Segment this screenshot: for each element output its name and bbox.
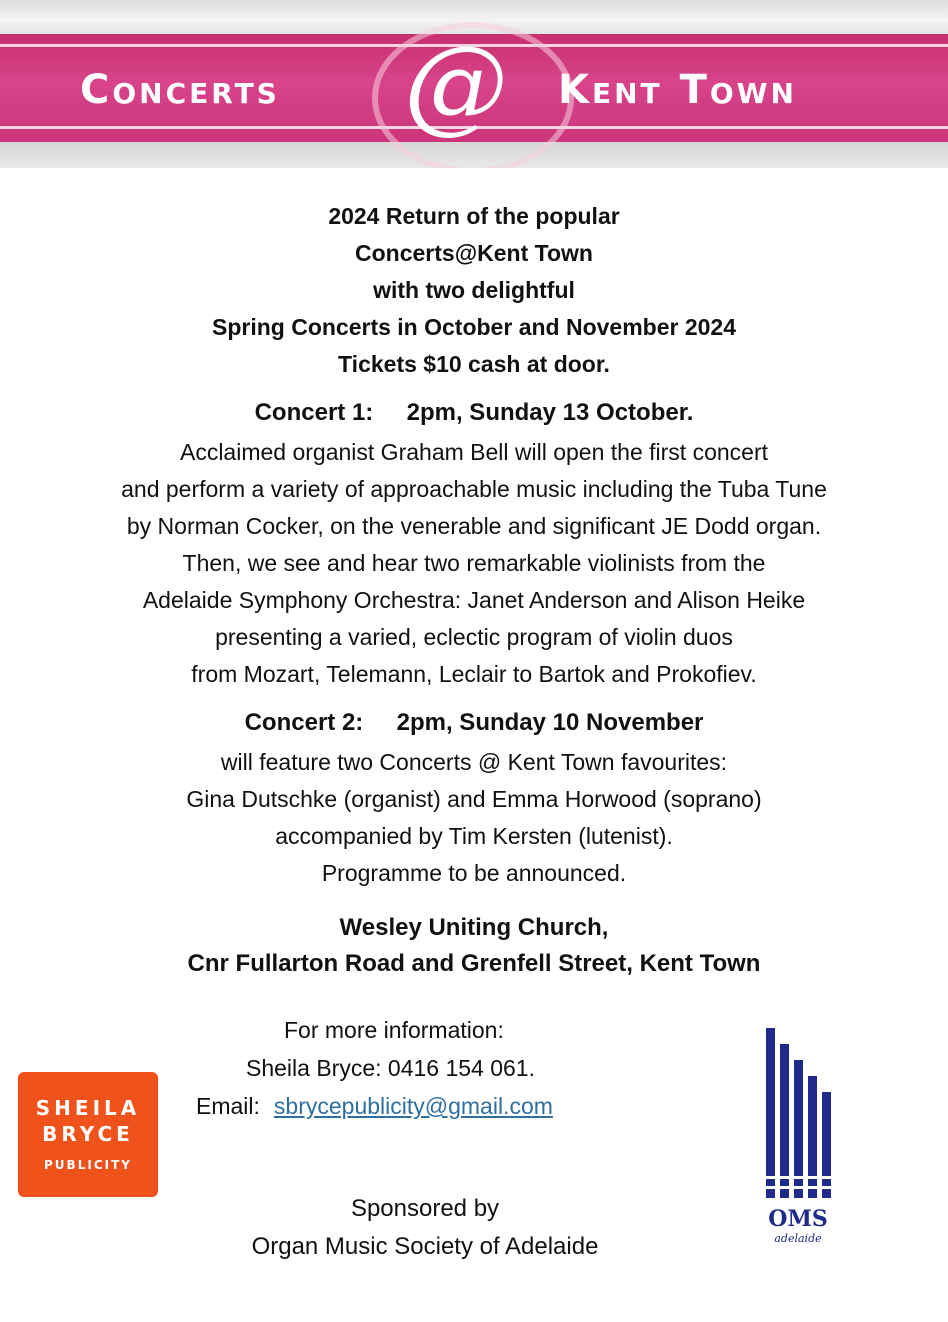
sponsor-name: Organ Music Society of Adelaide <box>251 1233 599 1260</box>
banner-title-left: Concerts <box>80 67 280 113</box>
concert1-heading: Concert 1: 2pm, Sunday 13 October. <box>254 399 694 426</box>
banner-title-right: Kent Town <box>558 67 797 113</box>
concert2-description <box>0 744 948 892</box>
concert2-heading: Concert 2: 2pm, Sunday 10 November <box>244 709 704 736</box>
intro-line: 2024 Return of the popular <box>328 203 620 229</box>
banner-at-symbol: @ <box>404 23 508 145</box>
email-label: Email: <box>196 1093 260 1119</box>
concert2-line: Gina Dutschke (organist) and Emma Horwood (soprano) <box>186 786 762 812</box>
intro-line: Spring Concerts in October and November 2024 <box>211 314 737 340</box>
oms-logo <box>762 1026 834 1248</box>
sheila-bryce-logo <box>18 1072 158 1197</box>
concert1-line: by Norman Cocker, on the venerable and significant JE Dodd organ. <box>126 513 822 539</box>
logo-word: BRYCE <box>42 1122 134 1146</box>
concert1-line: and perform a variety of approachable music including the Tuba Tune <box>121 476 827 502</box>
oms-logo-text: OMS <box>768 1206 828 1232</box>
logo-word: SHEILA <box>35 1096 141 1120</box>
concert2-line: will feature two Concerts @ Kent Town favourites: <box>220 749 728 775</box>
concert2-line: accompanied by Tim Kersten (lutenist). <box>275 823 673 849</box>
intro-block <box>0 198 948 383</box>
concert1-line: Adelaide Symphony Orchestra: Janet Anderson and Alison Heike <box>142 587 806 613</box>
concert1-line: Acclaimed organist Graham Bell will open the first concert <box>179 439 769 465</box>
header-banner <box>0 0 948 168</box>
email-link[interactable]: sbrycepublicity@gmail.com <box>273 1093 553 1119</box>
organ-pipes-icon <box>766 1028 831 1198</box>
concert1-line: Then, we see and hear two remarkable violinists from the <box>182 550 766 576</box>
venue-address: Cnr Fullarton Road and Grenfell Street, Kent Town <box>187 950 761 977</box>
intro-line: with two delightful <box>373 277 575 303</box>
intro-line: Concerts@Kent Town <box>355 240 593 266</box>
info-email-row <box>196 1088 553 1125</box>
venue-block <box>0 910 948 982</box>
info-phone: Sheila Bryce: 0416 154 061. <box>246 1055 535 1081</box>
concert1-line: from Mozart, Telemann, Leclair to Bartok and Prokofiev. <box>191 661 757 687</box>
concert2-line: Programme to be announced. <box>321 860 627 886</box>
intro-line: Tickets $10 cash at door. <box>338 351 610 377</box>
venue-name: Wesley Uniting Church, <box>339 914 609 941</box>
sponsor-label: Sponsored by <box>350 1195 500 1222</box>
info-title: For more information: <box>284 1017 504 1043</box>
oms-logo-subtext: adelaide <box>774 1232 822 1245</box>
concert1-description <box>0 434 948 693</box>
concert1-line: presenting a varied, eclectic program of violin duos <box>215 624 733 650</box>
logo-word: PUBLICITY <box>44 1158 132 1172</box>
